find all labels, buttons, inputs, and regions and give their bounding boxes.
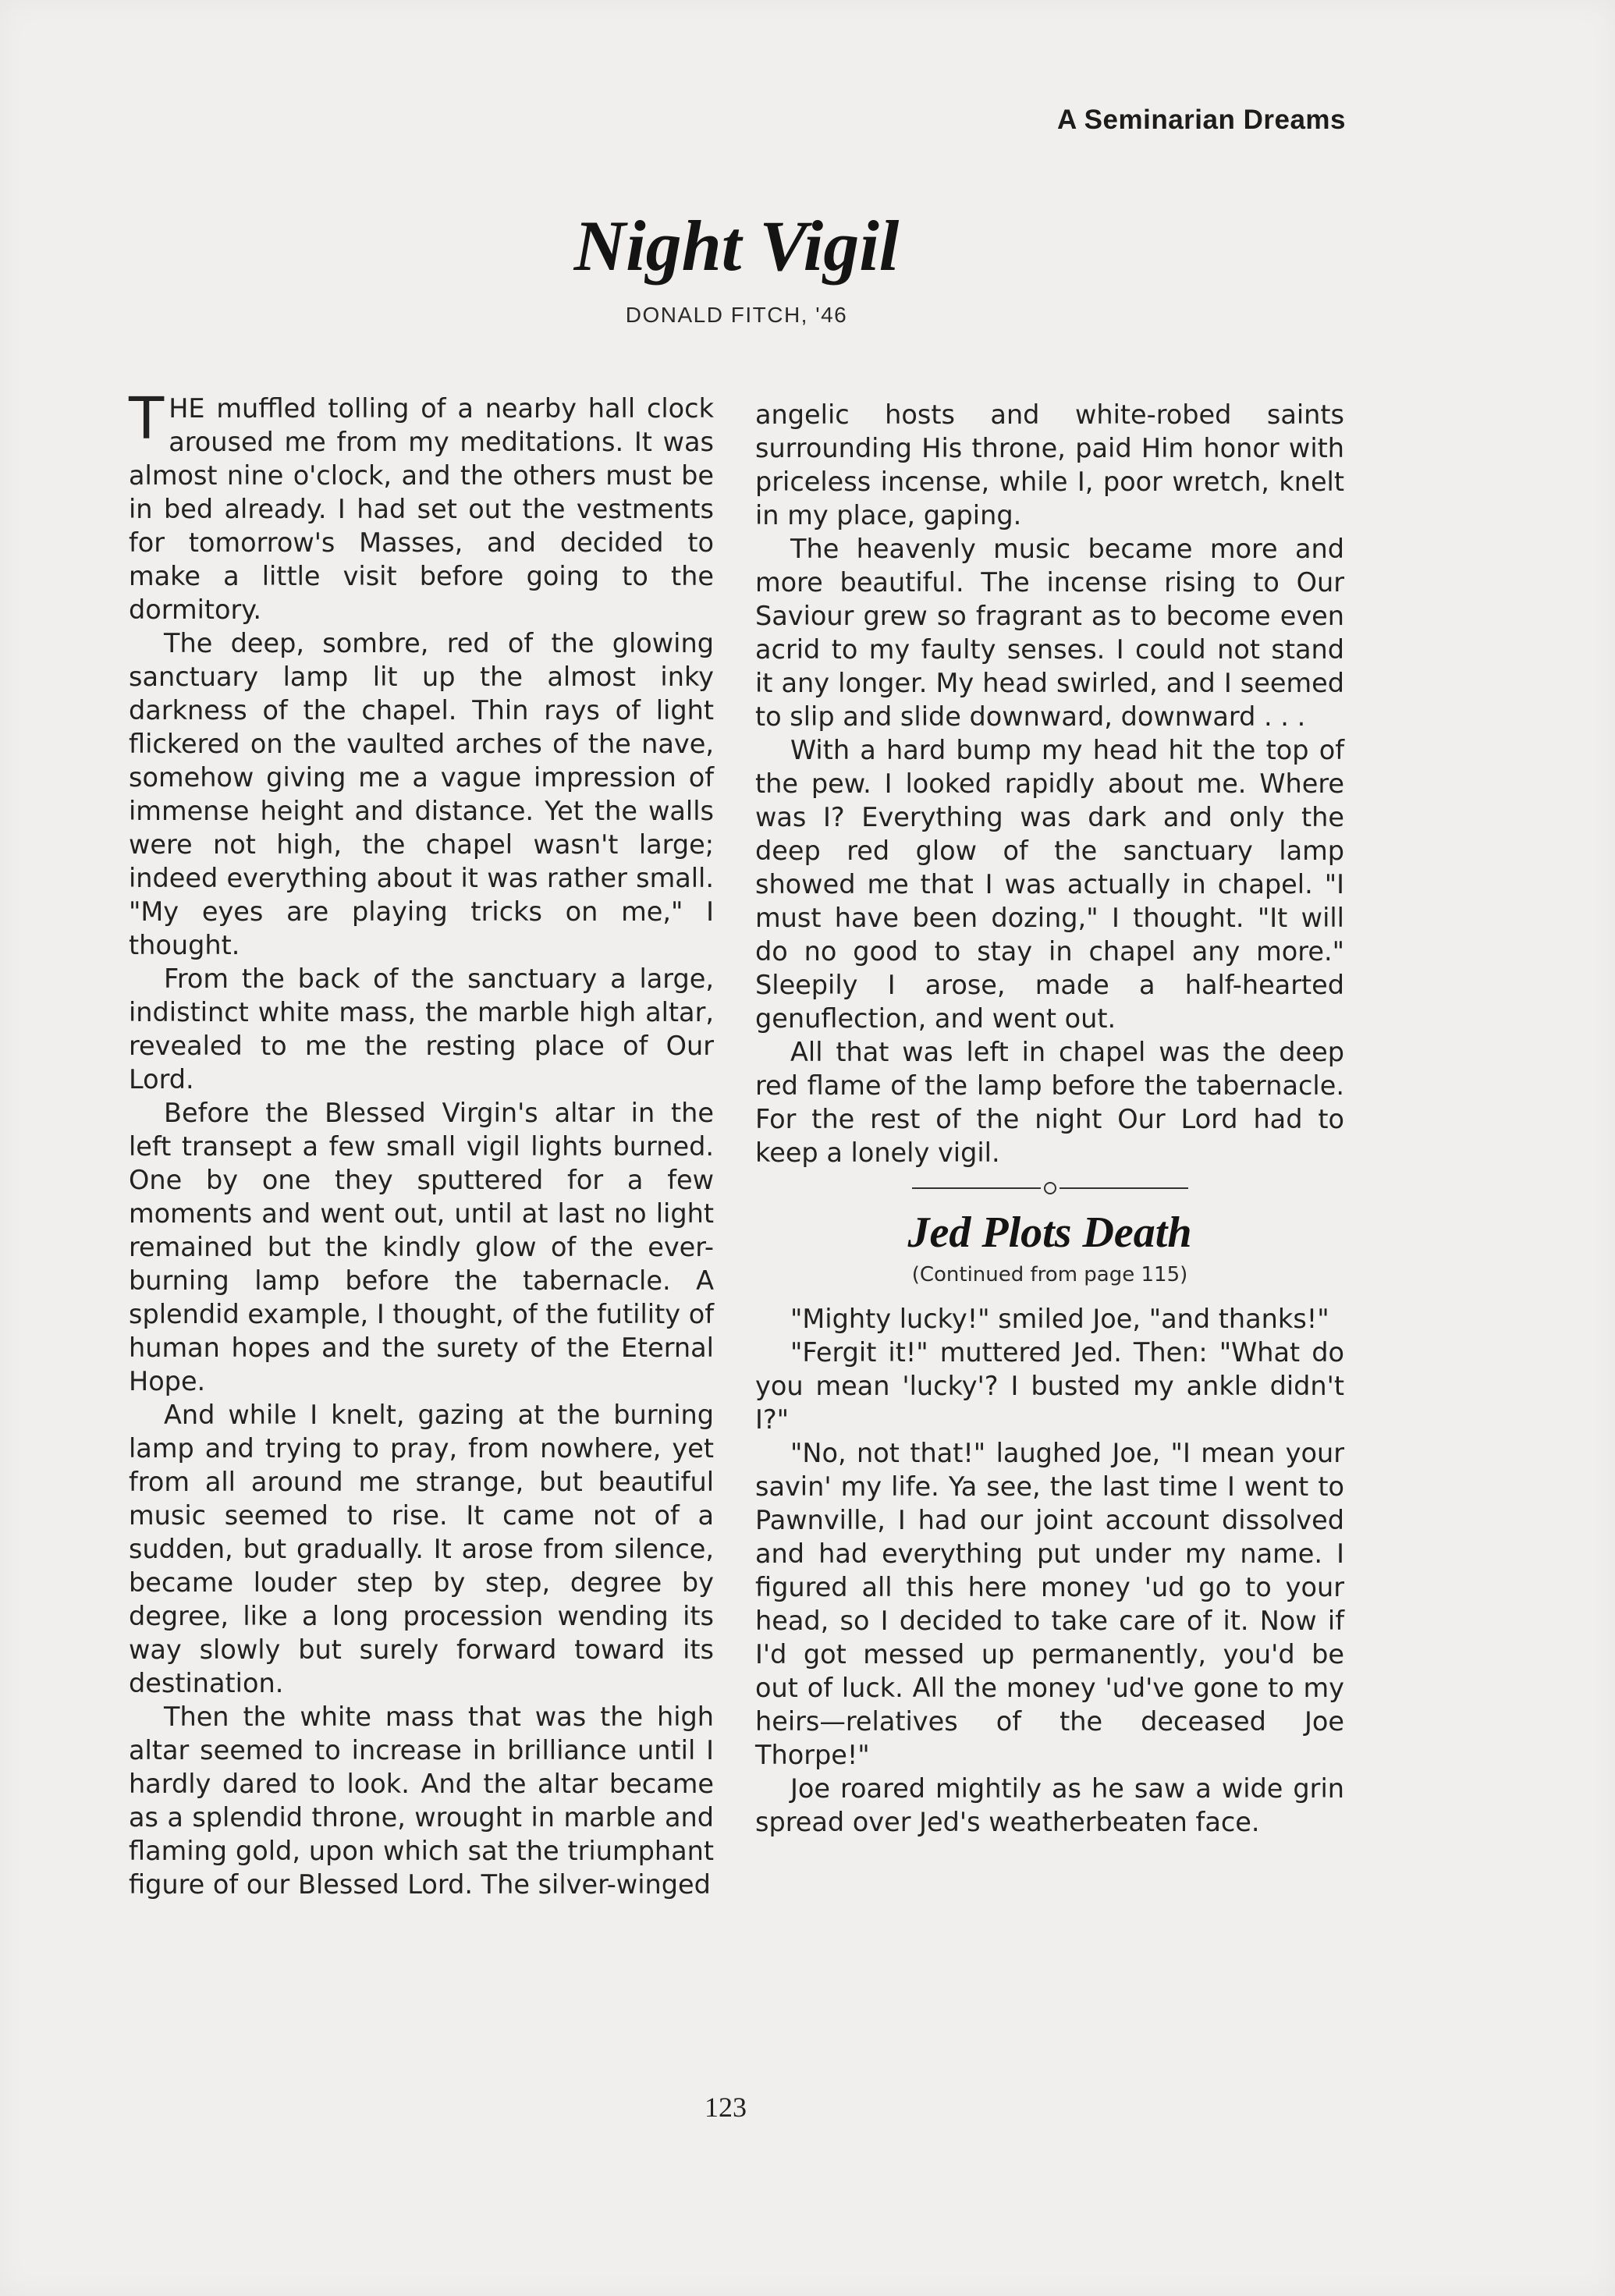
- paragraph: With a hard bump my head hit the top of the pew. I looked rapidly about me. Where was I? Everything was dark and only the deep red glow of the sanctuary lamp showed me that I was actually in chapel. "I must have been dozing," I thought. "It will do no good to stay in chapel any more." Sleepily I arose, made a half-hearted genuflection, and went out.: [755, 735, 1344, 1034]
- paragraph: Joe roared mightily as he saw a wide grin spread over Jed's weatherbeaten face.: [755, 1773, 1344, 1837]
- byline: DONALD FITCH, '46: [625, 303, 848, 327]
- drop-cap: T: [129, 385, 165, 452]
- running-head: A Seminarian Dreams: [1056, 105, 1346, 135]
- paragraph: "No, not that!" laughed Joe, "I mean your savin' my life. Ya see, the last time I went to Pawnville, I had our joint account dissolved and had everything put under my name. I figured all this here money 'ud go to your head, so I decided to take care of it. Now if I'd got messed up permanently, you'd be out of luck. All the money 'ud've gone to my heirs—relatives of the deceased Joe Thorpe!": [755, 1438, 1344, 1770]
- article-title: Night Vigil: [573, 206, 900, 286]
- divider-circle-icon: [1044, 1182, 1056, 1194]
- right-column: [755, 398, 1344, 1839]
- paragraph: The deep, sombre, red of the glowing sanctuary lamp lit up the almost inky darkness of the chapel. Thin rays of light flickered on the vaulted arches of the nave, somehow giving me a vague impression of immense height and distance. Yet the walls were not high, the chapel wasn't large; indeed everything about it was rather small. "My eyes are playing tricks on me," I thought.: [129, 628, 714, 960]
- section-divider: [755, 1180, 1344, 1196]
- paragraph: From the back of the sanctuary a large, indistinct white mass, the marble high altar, revealed to me the resting place of Our Lord.: [129, 963, 714, 1095]
- paragraph: The heavenly music became more and more beautiful. The incense rising to Our Saviour grew so fragrant as to become even acrid to my faulty senses. I could not stand it any longer. My head swirled, and I seemed to slip and slide downward, downward . . .: [755, 534, 1344, 732]
- paragraph: "Mighty lucky!" smiled Joe, "and thanks!": [790, 1304, 1329, 1334]
- paragraph: angelic hosts and white-robed saints surrounding His throne, paid Him honor with priceless incense, while I, poor wretch, knelt in my place, gaping.: [755, 399, 1344, 531]
- left-column: [129, 385, 714, 1901]
- paragraph: All that was left in chapel was the deep red flame of the lamp before the tabernacle. For the rest of the night Our Lord had to keep a lonely vigil.: [755, 1037, 1344, 1168]
- paragraph: And while I knelt, gazing at the burning lamp and trying to pray, from nowhere, yet from all around me strange, but beautiful music seemed to rise. It came not of a sudden, but gradually. It arose from silence, became louder step by step, degree by degree, like a long procession wending its way slowly but surely forward toward its destination.: [129, 1400, 714, 1698]
- paragraph: "Fergit it!" muttered Jed. Then: "What do you mean 'lucky'? I busted my ankle didn't I?": [755, 1337, 1344, 1435]
- page-number: 123: [705, 2092, 747, 2123]
- paragraph: THE muffled tolling of a nearby hall clock aroused me from my meditations. It was almost nine o'clock, and the others must be in bed already. I had set out the vestments for tomorrow's Masses, and decided to make a little visit before going to the dormitory.: [129, 385, 714, 625]
- paragraph: Then the white mass that was the high altar seemed to increase in brilliance until I hardly dared to look. And the altar became as a splendid throne, wrought in marble and flaming gold, upon which sat the triumphant figure of our Blessed Lord. The silver-winged: [129, 1702, 714, 1900]
- divider-line: [912, 1187, 1041, 1189]
- continued-note: (Continued from page 115): [911, 1263, 1188, 1286]
- paragraph: Before the Blessed Virgin's altar in the left transept a few small vigil lights burned. One by one they sputtered for a few moments and went out, until at last no light remained but the kindly glow of the ever-burning lamp before the tabernacle. A splendid example, I thought, of the futility of human hopes and the surety of the Eternal Hope.: [129, 1098, 714, 1396]
- story-title: Jed Plots Death: [907, 1208, 1192, 1257]
- divider-line: [1060, 1187, 1188, 1189]
